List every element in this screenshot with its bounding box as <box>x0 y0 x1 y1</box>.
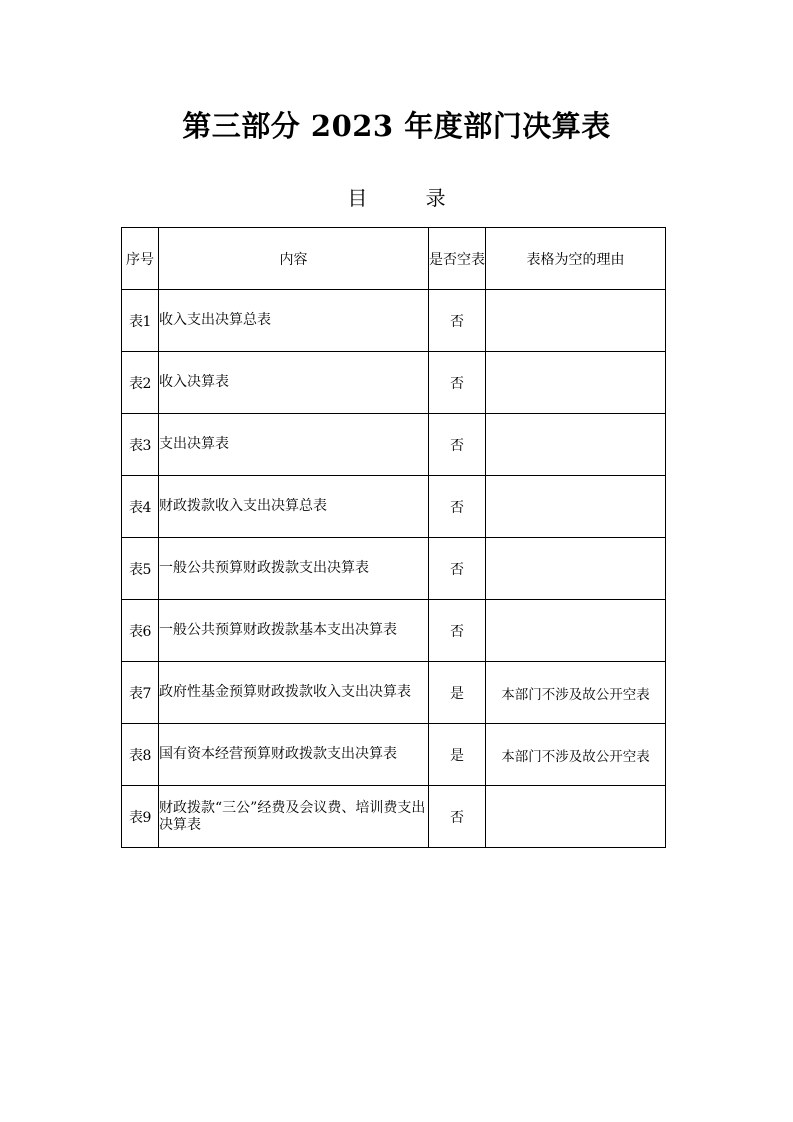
table-row <box>122 724 666 786</box>
row-reason <box>486 414 666 476</box>
row-reason <box>486 476 666 538</box>
header-no: 序号 <box>122 228 159 290</box>
table-row <box>122 538 666 600</box>
row-no: 表5 <box>122 538 159 600</box>
row-no: 表2 <box>122 352 159 414</box>
row-is-empty: 是 <box>429 662 486 724</box>
row-content: 收入支出决算总表 <box>159 290 429 352</box>
toc-table <box>121 227 666 848</box>
row-is-empty: 否 <box>429 786 486 848</box>
row-is-empty: 否 <box>429 600 486 662</box>
row-is-empty: 是 <box>429 724 486 786</box>
table-row <box>122 290 666 352</box>
row-is-empty: 否 <box>429 290 486 352</box>
header-reason: 表格为空的理由 <box>486 228 666 290</box>
row-no: 表1 <box>122 290 159 352</box>
row-content: 收入决算表 <box>159 352 429 414</box>
row-no: 表7 <box>122 662 159 724</box>
row-no: 表4 <box>122 476 159 538</box>
row-is-empty: 否 <box>429 352 486 414</box>
row-content: 财政拨款“三公”经费及会议费、培训费支出决算表 <box>159 786 429 848</box>
row-content: 国有资本经营预算财政拨款支出决算表 <box>159 724 429 786</box>
row-content: 财政拨款收入支出决算总表 <box>159 476 429 538</box>
row-reason <box>486 786 666 848</box>
row-reason: 本部门不涉及故公开空表 <box>486 724 666 786</box>
row-no: 表8 <box>122 724 159 786</box>
table-row <box>122 476 666 538</box>
table-row <box>122 414 666 476</box>
row-reason <box>486 352 666 414</box>
page-title: 第三部分 2023 年度部门决算表 <box>182 109 611 143</box>
row-content: 政府性基金预算财政拨款收入支出决算表 <box>159 662 429 724</box>
header-content: 内容 <box>159 228 429 290</box>
toc-heading: 目 录 <box>347 186 472 210</box>
row-reason <box>486 600 666 662</box>
row-no: 表9 <box>122 786 159 848</box>
row-content: 一般公共预算财政拨款支出决算表 <box>159 538 429 600</box>
table-row <box>122 662 666 724</box>
row-is-empty: 否 <box>429 476 486 538</box>
row-is-empty: 否 <box>429 538 486 600</box>
row-no: 表6 <box>122 600 159 662</box>
row-reason <box>486 538 666 600</box>
table-header-row <box>122 228 666 290</box>
header-is-empty: 是否空表 <box>429 228 486 290</box>
row-no: 表3 <box>122 414 159 476</box>
row-content: 支出决算表 <box>159 414 429 476</box>
row-is-empty: 否 <box>429 414 486 476</box>
table-row <box>122 786 666 848</box>
table-row <box>122 352 666 414</box>
row-content: 一般公共预算财政拨款基本支出决算表 <box>159 600 429 662</box>
table-row <box>122 600 666 662</box>
row-reason: 本部门不涉及故公开空表 <box>486 662 666 724</box>
row-reason <box>486 290 666 352</box>
